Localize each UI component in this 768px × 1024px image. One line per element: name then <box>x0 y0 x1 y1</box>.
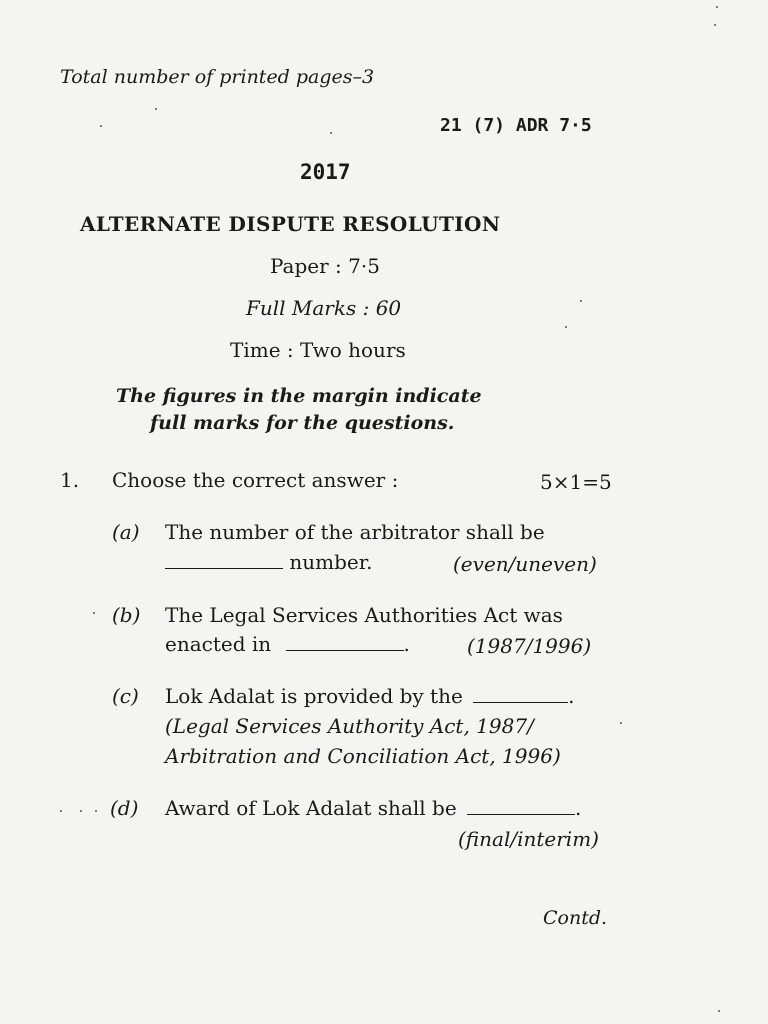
answer-blank <box>467 800 575 815</box>
part-d-options: (final/interim) <box>458 827 599 851</box>
part-c-line-1-text: Lok Adalat is provided by the <box>165 684 463 708</box>
part-b-line-2: enacted in . <box>165 632 410 656</box>
part-a-options: (even/uneven) <box>453 552 597 576</box>
answer-blank <box>473 688 568 703</box>
exam-year: 2017 <box>300 160 351 184</box>
answer-blank <box>165 554 283 569</box>
part-c-options-line-1: (Legal Services Authority Act, 1987/ <box>165 714 534 738</box>
part-a-line-2 <box>165 550 372 574</box>
part-b-line-1: The Legal Services Authorities Act was <box>165 603 563 627</box>
scan-speck <box>60 810 62 812</box>
part-d-line-1: Award of Lok Adalat shall be . <box>165 796 582 820</box>
exam-time: Time : Two hours <box>230 338 406 362</box>
answer-blank <box>286 636 404 651</box>
part-b-label: (b) <box>112 603 141 627</box>
scan-speck <box>565 326 567 328</box>
scan-speck <box>330 132 332 134</box>
scan-speck <box>580 300 582 302</box>
scan-speck <box>714 24 716 26</box>
paper-number: Paper : 7·5 <box>270 254 380 278</box>
scan-speck <box>95 810 97 812</box>
part-c-label: (c) <box>112 684 139 708</box>
scan-speck <box>80 810 82 812</box>
part-d-line-1-text: Award of Lok Adalat shall be <box>165 796 457 820</box>
instruction-line-2: full marks for the questions. <box>150 412 455 434</box>
scan-speck <box>100 125 102 127</box>
scan-speck <box>718 1010 720 1012</box>
printed-pages-note: Total number of printed pages–3 <box>60 66 375 88</box>
instruction-line-1: The figures in the margin indicate <box>116 385 482 407</box>
paper-code: 21 (7) ADR 7·5 <box>440 115 592 136</box>
question-text: Choose the correct answer : <box>112 468 399 492</box>
part-a-line-2-text: number. <box>289 550 373 574</box>
full-marks: Full Marks : 60 <box>246 296 402 320</box>
part-c-options-line-2: Arbitration and Conciliation Act, 1996) <box>165 744 561 768</box>
scan-speck <box>155 108 157 110</box>
subject-title: ALTERNATE DISPUTE RESOLUTION <box>80 212 501 236</box>
scan-speck <box>620 722 622 724</box>
question-number: 1. <box>60 468 80 492</box>
scan-speck <box>93 612 95 614</box>
part-d-label: (d) <box>110 796 139 820</box>
continued-note: Contd. <box>543 907 608 929</box>
scan-speck <box>716 6 718 8</box>
question-marks: 5×1=5 <box>540 470 612 494</box>
part-c-line-1: Lok Adalat is provided by the . <box>165 684 575 708</box>
part-b-line-2-text: enacted in <box>165 632 272 656</box>
part-a-label: (a) <box>112 520 140 544</box>
part-a-line-1: The number of the arbitrator shall be <box>165 520 545 544</box>
part-b-options: (1987/1996) <box>467 634 592 658</box>
